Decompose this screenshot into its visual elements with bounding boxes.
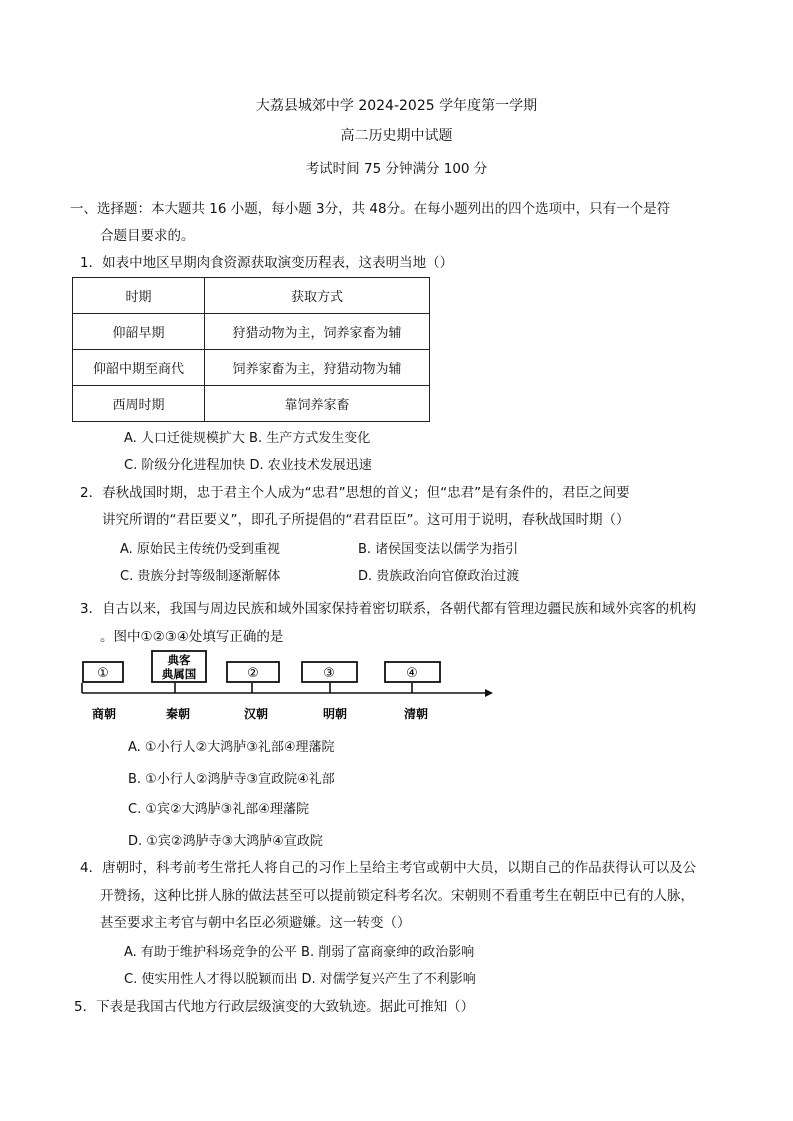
q3-option-c: C. ①宾②大鸿胪③礼部④理藩院 [128,802,309,817]
timeline-box-label: ② [247,666,259,681]
timeline-box-label: ④ [406,666,418,681]
q4-options-line1: A. 有助于维护科场竞争的公平 B. 削弱了富商豪绅的政治影响 [124,945,475,960]
timeline-era-label: 汉朝 [243,707,269,721]
section-intro-line2: 合题目要求的。 [100,228,195,244]
exam-info: 考试时间 75 分钟满分 100 分 [305,161,488,177]
q3-timeline-diagram [80,650,500,725]
exam-title: 高二历史期中试题 [340,128,453,144]
timeline-era-label: 清朝 [403,707,429,721]
timeline-era-label: 商朝 [91,707,117,721]
school-title: 大荔县城郊中学 2024-2025 学年度第一学期 [255,98,538,114]
table-cell: 西周时期 [73,386,205,422]
q2-stem-line1: 2．春秋战国时期，忠于君主个人成为“忠君”思想的首义；但“忠君”是有条件的，君臣之间要 [80,485,630,501]
q2-stem-line2: 讲究所谓的“君臣要义”，即孔子所提倡的“君君臣臣”。这可用于说明，春秋战国时期（） [102,512,630,528]
timeline-era-label: 明朝 [322,707,348,721]
q1-stem: 1．如表中地区早期肉食资源获取演变历程表，这表明当地（） [80,255,454,271]
q2-option-b: B. 诸侯国变法以儒学为指引 [358,542,519,557]
q2-option-c: C. 贵族分封等级制逐渐解体 [120,569,281,584]
q2-option-a: A. 原始民主传统仍受到重视 [120,542,280,557]
table-row [73,350,430,386]
timeline-box-label: 典客 [167,653,191,667]
table-row [73,314,430,350]
table-cell: 狩猎动物为主，饲养家畜为辅 [205,314,430,350]
q3-option-b: B. ①小行人②鸿胪寺③宣政院④礼部 [128,772,335,787]
q1-options-line1: A. 人口迁徙规模扩大 B. 生产方式发生变化 [124,431,371,446]
timeline-arrow-icon [485,689,493,697]
q4-options-line2: C. 使实用性人才得以脱颖而出 D. 对儒学复兴产生了不利影响 [124,972,476,987]
table-cell: 仰韶中期至商代 [73,350,205,386]
table-header-cell: 获取方式 [205,278,430,314]
q3-option-a: A. ①小行人②大鸿胪③礼部④理藩院 [128,740,335,755]
table-cell: 饲养家畜为主，狩猎动物为辅 [205,350,430,386]
q5-stem: 5．下表是我国古代地方行政层级演变的大致轨迹。据此可推知（） [74,999,475,1015]
q1-options-line2: C. 阶级分化进程加快 D. 农业技术发展迅速 [124,458,372,473]
timeline-era-label: 秦朝 [165,707,191,721]
q1-table [72,277,430,422]
section-intro-line1: 一、选择题：本大题共 16 小题，每小题 3分，共 48分。在每小题列出的四个选项中，只有一个是符 [70,201,671,217]
table-header-row [73,278,430,314]
q2-option-d: D. 贵族政治向官僚政治过渡 [358,569,520,584]
table-cell: 仰韶早期 [73,314,205,350]
q3-stem-line1: 3．自古以来，我国与周边民族和域外国家保持着密切联系，各朝代都有管理边疆民族和域外宾客的机构 [80,601,697,617]
q4-stem-line3: 甚至要求主考官与朝中名臣必须避嫌。这一转变（） [100,915,411,931]
timeline-box-label: 典属国 [161,667,197,681]
q4-stem-line1: 4．唐朝时，科考前考生常托人将自己的习作上呈给主考官或朝中大员，以期自己的作品获得认可以及公 [80,860,697,876]
timeline-box-label: ① [97,666,109,681]
table-cell: 靠饲养家畜 [205,386,430,422]
table-header-cell: 时期 [73,278,205,314]
timeline-box-label: ③ [323,666,335,681]
table-row [73,386,430,422]
q3-stem-line2: 。图中①②③④处填写正确的是 [100,629,284,645]
q4-stem-line2: 开赞扬，这种比拼人脉的做法甚至可以提前锁定科考名次。宋朝则不看重考生在朝臣中已有的人脉， [100,888,694,904]
q3-option-d: D. ①宾②鸿胪寺③大鸿胪④宣政院 [128,834,323,849]
